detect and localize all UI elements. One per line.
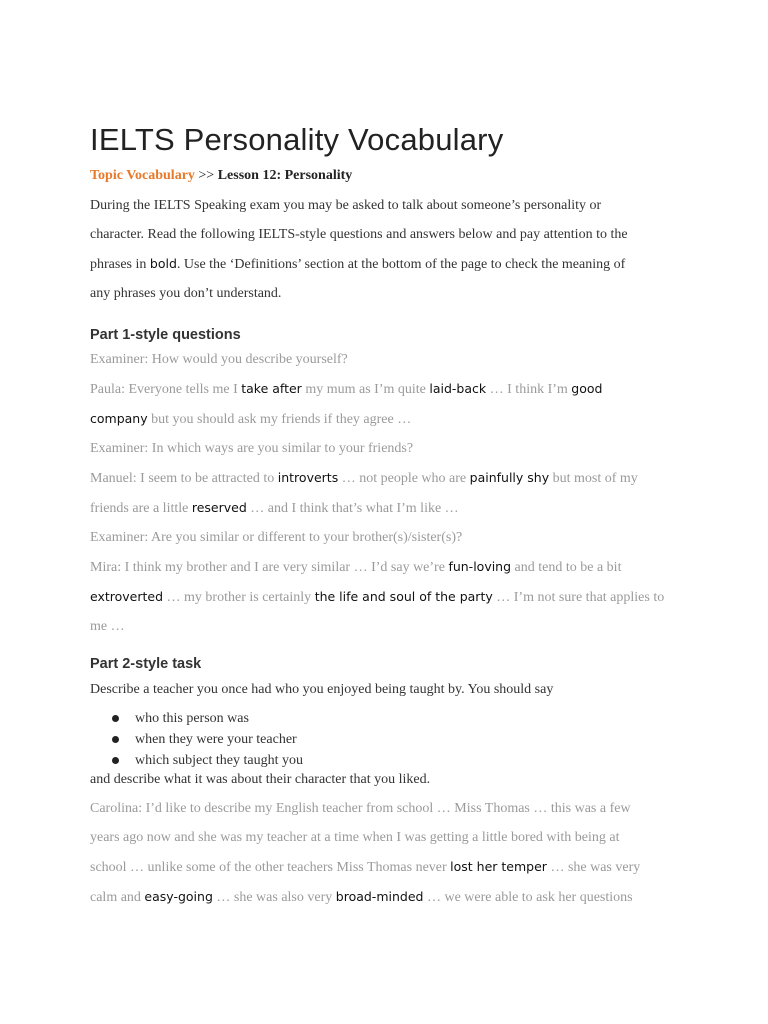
vocab-phrase: extroverted [90,589,164,604]
answer-text: Mira: I think my brother and I are very similar … I’d say we’re [90,560,449,575]
answer-text: friends are a little [90,501,192,516]
vocab-phrase: fun-loving [448,559,512,574]
answer-line [90,374,690,404]
task-bullet-list [90,708,303,771]
answer-line [90,404,690,434]
answer-text: … I’m not sure that applies to [492,590,665,605]
answer-text: Paula: Everyone tells me I [90,382,242,397]
part2-closing: and describe what it was about their character that you liked. [90,772,431,787]
part1-heading: Part 1-style questions [90,327,241,343]
bullet-icon [112,736,119,743]
vocab-phrase: laid-back [429,381,487,396]
vocab-phrase: the life and soul of the party [314,589,493,604]
list-item [90,708,303,729]
answer-line: years ago now and she was my teacher at a time when I was getting a little bored with being at [90,830,620,845]
vocab-phrase: broad-minded [335,889,424,904]
part2-heading: Part 2-style task [90,656,202,672]
answer-line [90,463,690,493]
intro-line: During the IELTS Speaking exam you may be asked to talk about someone’s personality or [90,198,602,213]
part2-prompt: Describe a teacher you once had who you enjoyed being taught by. You should say [90,682,554,697]
intro-text: phrases in [90,257,150,272]
vocab-phrase: painfully shy [469,470,550,485]
answer-text: but you should ask my friends if they agree … [147,412,412,427]
answer-text: calm and [90,890,145,905]
answer-text: my mum as I’m quite [301,382,430,397]
examiner-question: Examiner: Are you similar or different to your brother(s)/sister(s)? [90,530,463,545]
breadcrumb-separator: >> [198,168,215,183]
answer-line [90,852,690,882]
bold-word: bold [149,256,177,271]
answer-text: … and I think that’s what I’m like … [246,501,459,516]
vocab-phrase: easy-going [144,889,213,904]
answer-text: … she was very [546,860,641,875]
answer-text: school … unlike some of the other teachers Miss Thomas never [90,860,451,875]
answer-text: … we were able to ask her questions [423,890,633,905]
bullet-icon [112,757,119,764]
answer-text: … my brother is certainly [163,590,315,605]
vocab-phrase: introverts [277,470,339,485]
part1-dialogue [90,345,690,641]
vocab-phrase: reserved [191,500,247,515]
breadcrumb [90,168,352,184]
answer-text: … I think I’m [486,382,572,397]
bullet-text: which subject they taught you [135,753,303,768]
breadcrumb-link-topic-vocabulary[interactable]: Topic Vocabulary [90,168,195,183]
answer-text: and tend to be a bit [511,560,622,575]
intro-line: any phrases you don’t understand. [90,286,282,301]
list-item [90,729,303,750]
answer-line [90,493,690,523]
answer-text: … she was also very [212,890,336,905]
answer-text: but most of my [549,471,638,486]
answer-line [90,882,690,912]
answer-line [90,552,690,582]
answer-line: me … [90,619,125,634]
vocab-phrase: company [90,411,148,426]
vocab-phrase: good [571,381,603,396]
bullet-text: who this person was [135,711,249,726]
breadcrumb-current: Lesson 12: Personality [217,168,353,183]
vocab-phrase: lost her temper [450,859,547,874]
page-title: IELTS Personality Vocabulary [90,122,504,157]
bullet-text: when they were your teacher [135,732,297,747]
examiner-question: Examiner: How would you describe yourself? [90,352,348,367]
intro-line [90,249,690,279]
part2-answer [90,794,690,912]
examiner-question: Examiner: In which ways are you similar to your friends? [90,441,414,456]
answer-line: Carolina: I’d like to describe my English teacher from school … Miss Thomas … this was a few [90,801,631,816]
answer-text: … not people who are [338,471,470,486]
answer-line [90,582,690,612]
intro-line: character. Read the following IELTS-style questions and answers below and pay attention to the [90,227,628,242]
answer-text: Manuel: I seem to be attracted to [90,471,278,486]
vocab-phrase: take after [241,381,302,396]
bullet-icon [112,715,119,722]
intro-paragraph [90,191,690,308]
intro-text: . Use the ‘Definitions’ section at the bottom of the page to check the meaning of [176,257,626,272]
